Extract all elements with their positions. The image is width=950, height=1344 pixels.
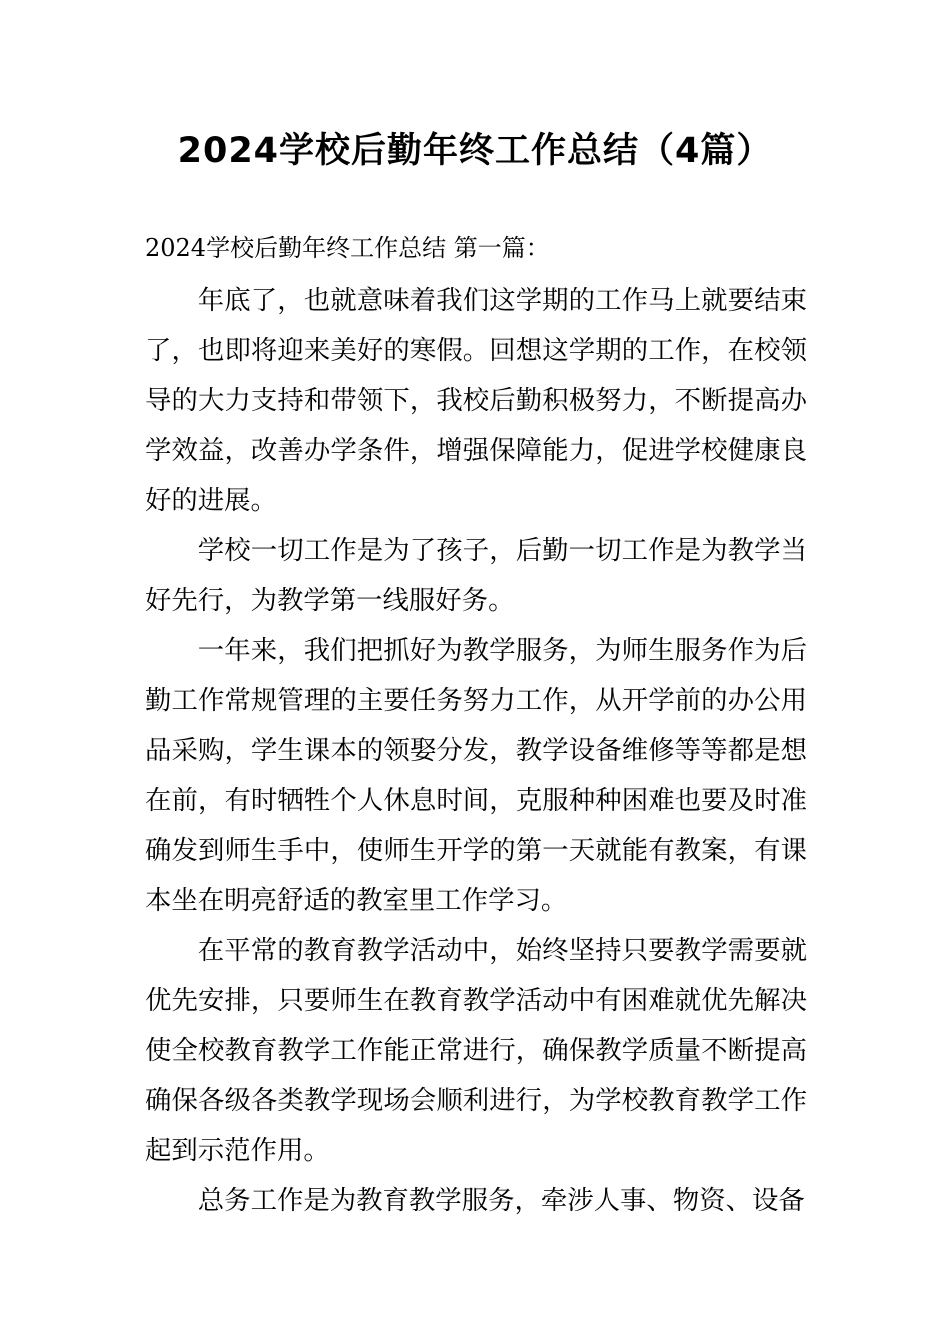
document-title: 2024学校后勤年终工作总结（4篇） — [177, 131, 773, 171]
paragraph: 在平常的教育教学活动中，始终坚持只要教学需要就优先安排，只要师生在教育教学活动中有困难就优先解决使全校教育教学工作能正常进行，确保教学质量不断提高确保各级各类教学现场会顺利进行，为学校教育教学工作起到示范作用。 — [145, 935, 807, 1166]
paragraph: 年底了，也就意味着我们这学期的工作马上就要结束了，也即将迎来美好的寒假。回想这学期的工作，在校领导的大力支持和带领下，我校后勤积极努力，不断提高办学效益，改善办学条件，增强保障能力，促进学校健康良好的进展。 — [145, 285, 807, 516]
paragraph: 一年来，我们把抓好为教学服务，为师生服务作为后勤工作常规管理的主要任务努力工作，从开学前的办公用品采购，学生课本的领娶分发，教学设备维修等等都是想在前，有时牺牲个人休息时间，克服种种困难也要及时准确发到师生手中，使师生开学的第一天就能有教案，有课本坐在明亮舒适的教室里工作学习。 — [145, 635, 807, 916]
paragraph: 学校一切工作是为了孩子，后勤一切工作是为教学当好先行，为教学第一线服好务。 — [145, 535, 807, 616]
section-heading: 2024学校后勤年终工作总结 第一篇： — [145, 234, 550, 262]
document-body — [145, 276, 807, 1226]
paragraph: 总务工作是为教育教学服务，牵涉人事、物资、设备 — [197, 1185, 805, 1216]
